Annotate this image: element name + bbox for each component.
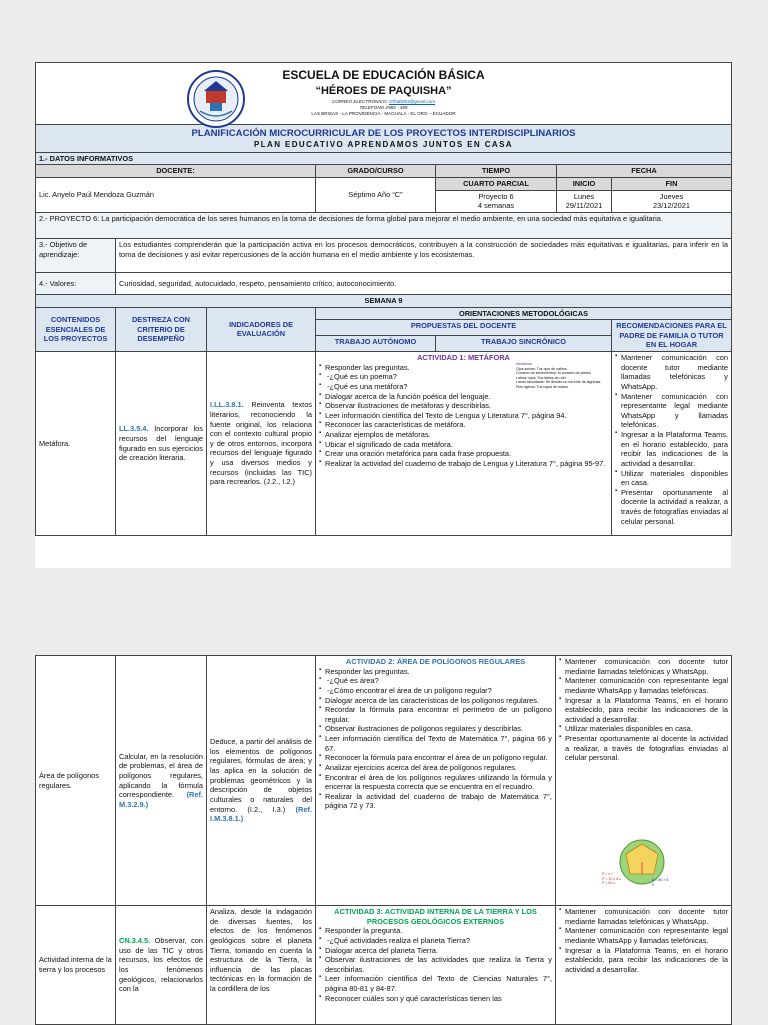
recomendaciones-list <box>559 657 728 763</box>
proyecto-number: Proyecto 6 <box>478 191 514 201</box>
mini-line: Ojos azules: Tus ojos de zafiros. <box>516 366 568 371</box>
plan-table-continued <box>35 655 732 1025</box>
table-row-tierra <box>36 906 732 1025</box>
destreza-cell <box>116 906 207 1025</box>
actividad-cell <box>316 906 556 1025</box>
list-item: ▪ Mantener comunicación con docente tutor mediante llamadas telefónicas y WhatsApp. <box>559 907 728 926</box>
valores-label: 4.- Valores: <box>36 272 116 294</box>
list-item: ▪ Ingresar a la Plataforma Teams, en el horario establecido, para recibir las indicaciones de la actividad a desarrollar. <box>559 696 728 725</box>
valores-text: Curiosidad, seguridad, autocuidado, respeto, pensamiento crítico, autoconocimiento. <box>116 272 732 294</box>
email-link[interactable]: 07h00063@gmail.com <box>389 98 436 104</box>
list-item: ▪ Dialogar acerca de la función poética del lenguaje. <box>319 392 608 402</box>
actividad-cell <box>316 352 612 536</box>
col-destreza: DESTREZA CON CRITERIO DE DESEMPEÑO <box>116 307 207 352</box>
mini-line: Corazón de sentimientos: tu corazón de piedra. <box>516 371 592 376</box>
list-item: ▪ Observar ilustraciones de las actividades que realiza la Tierra y describirlas. <box>319 955 552 974</box>
list-item: ▪ -¿Qué es una metáfora? <box>319 382 608 392</box>
list-item: ▪ Responder las preguntas. <box>319 363 608 373</box>
list-item: ▪ Dialogar acerca de las características de los polígonos regulares. <box>319 696 552 706</box>
col-indicadores: INDICADORES DE EVALUACIÓN <box>207 307 316 352</box>
docente-value: Lic. Anyelo Paúl Mendoza Guzmán <box>36 178 316 213</box>
list-item: ▪ Utilizar materiales disponibles en casa. <box>559 724 728 734</box>
destreza-cell <box>116 352 207 536</box>
fin-date: 23/12/2021 <box>653 201 690 211</box>
objetivo-label: 3.- Objetivo de aprendizaje: <box>36 238 116 272</box>
list-item: ▪ -¿Qué es área? <box>319 676 552 686</box>
col-contenidos: CONTENIDOS ESENCIALES DE LOS PROYECTOS <box>36 307 116 352</box>
formula-line: 2 <box>652 882 654 887</box>
actividad-title: ACTIVIDAD 3: ACTIVIDAD INTERNA DE LA TIERRA Y LOS PROCESOS GEOLÓGICOS EXTERNOS <box>334 907 537 926</box>
contenido-cell: Actividad interna de la tierra y los procesos <box>36 906 116 1025</box>
list-item: ▪ Reconocer la fórmula para encontrar el área de un polígono regular. <box>319 753 552 763</box>
email-label: CORREO ELECTRÓNICO: <box>331 98 388 104</box>
actividad-list <box>319 363 608 469</box>
formula-line: P = n·l <box>602 872 613 876</box>
list-item: ▪ Leer información científica del Texto de Matemática 7°, página 66 y 67. <box>319 734 552 753</box>
school-logo-icon <box>186 69 246 129</box>
list-item: ▪ Recordar la fórmula para encontrar el perímetro de un polígono regular. <box>319 705 552 724</box>
mini-line: Pies ligeros: Tus rayos de nubes. <box>516 384 569 389</box>
section-datos: 1.- DATOS INFORMATIVOS <box>36 152 732 165</box>
list-item: ▪ Utilizar materiales disponibles en casa. <box>615 469 728 488</box>
contenido-cell: Área de polígonos regulares. <box>36 656 116 906</box>
mini-line: Metáforas <box>516 362 532 367</box>
semana-label: SEMANA 9 <box>36 294 732 307</box>
actividad-title: ACTIVIDAD 1: METÁFORA <box>417 353 510 363</box>
semanas-value: 4 semanas <box>477 201 515 211</box>
actividad-cell <box>316 656 556 906</box>
formula-line: P = 80 u <box>602 881 616 886</box>
col-propuestas: PROPUESTAS DEL DOCENTE <box>316 320 612 336</box>
list-item: ▪ Responder la pregunta. <box>319 926 552 936</box>
indicador-cell <box>207 656 316 906</box>
indicador-cell <box>207 352 316 536</box>
list-item: ▪ Ingresar a la Plataforma Teams, en el horario establecido, para recibir las indicaciones de la actividad a desarrollar. <box>615 430 728 469</box>
school-header <box>36 63 732 125</box>
destreza-ref: (Ref. M.3.2.9.) <box>119 790 203 809</box>
recomendaciones-cell <box>612 352 732 536</box>
docente-header: DOCENTE: <box>36 165 316 178</box>
list-item: ▪ Mantener comunicación con docente tutor mediante llamadas telefónicas y WhatsApp. <box>559 657 728 676</box>
actividad-title: ACTIVIDAD 2: ÁREA DE POLÍGONOS REGULARES <box>345 657 526 666</box>
actividad-list <box>319 926 552 1003</box>
list-item: ▪ Reconocer las características de metáfora. <box>319 420 608 430</box>
actividad-list <box>319 667 552 811</box>
tiempo-header: TIEMPO <box>436 165 557 178</box>
list-item: ▪ Analizar ejemplos de metáforas. <box>319 430 608 440</box>
list-item: ▪ Mantener comunicación con docente tutor mediante llamadas telefónicas y WhatsApp. <box>615 353 728 392</box>
contenido-cell: Metáfora. <box>36 352 116 536</box>
fin-header: FIN <box>612 178 732 191</box>
list-item: ▪ Ingresar a la Plataforma Teams, en el horario establecido, para recibir las indicaciones de la actividad a desarrollar. <box>559 946 728 975</box>
list-item: ▪ Leer información científica del Texto de Ciencias Naturales 7°, página 80-81 y 84-87. <box>319 974 552 993</box>
destreza-code: CN.3.4.5. <box>119 936 151 946</box>
indicador-text: Deduce, a partir del análisis de los elementos de polígonos regulares, fórmulas de área; y las aplica en la solución de problemas geométricos y la descripción de objetos culturales o naturales del entorno. (I.2., I.3.) <box>210 737 312 814</box>
destreza-text: Incorporar los recursos del lenguaje figurado en sus ejercicios de creación literaria. <box>119 424 203 463</box>
col-autonomo: TRABAJO AUTÓNOMO <box>316 336 436 352</box>
fecha-header: FECHA <box>557 165 732 178</box>
recomendaciones-list <box>615 353 728 526</box>
list-item: ▪ Encontrar el área de los polígonos regulares utilizando la fórmula y encerrar la respuesta correcta que se encuentra en el recuadro. <box>319 773 552 792</box>
list-item: ▪ -¿Cómo encontrar el área de un polígono regular? <box>319 686 552 696</box>
inicio-day: Lunes <box>573 191 595 201</box>
list-item: ▪ -¿Qué actividades realiza el planeta Tierra? <box>319 936 552 946</box>
proyecto-description: 2.- PROYECTO 6: La participación democrática de los seres humanos en la toma de decisiones de forma global para mejorar el medio ambiente, en una sociedad más equitativa e igualitaria. <box>36 212 732 238</box>
formula-area <box>652 878 668 887</box>
list-item: ▪ -¿Qué es un poema? <box>319 372 608 382</box>
list-item: ▪ Presentar oportunamente al docente la actividad a realizar, a través de fotografías enviadas al celular personal. <box>615 488 728 527</box>
list-item: ▪ Dialogar acerca del planeta Tierra. <box>319 946 552 956</box>
school-subname: “HÉROES DE PAQUISHA” <box>315 84 452 97</box>
col-sincronico: TRABAJO SINCRÓNICO <box>436 336 612 352</box>
document-page-1 <box>35 62 731 568</box>
table-row-metafora <box>36 352 732 536</box>
plan-table <box>35 307 732 537</box>
list-item: ▪ Analizar ejercicios acerca del área de polígonos regulares. <box>319 763 552 773</box>
grado-value: Séptimo Año “C” <box>316 178 436 213</box>
formula-line: P = 10 x 8 u <box>602 876 622 881</box>
list-item: ▪ Presentar oportunamente al docente la actividad a realizar, a través de fotografías enviadas al celular personal. <box>559 734 728 763</box>
plan-title: PLANIFICACIÓN MICROCURRICULAR DE LOS PROYECTOS INTERDISCIPLINARIOS <box>191 128 576 139</box>
destreza-cell <box>116 656 207 906</box>
fin-day: Jueves <box>659 191 684 201</box>
col-recomendaciones: RECOMENDACIONES PARA EL PADRE DE FAMILIA O TUTOR EN EL HOGAR <box>612 320 732 352</box>
fin-value <box>612 190 732 212</box>
list-item: ▪ Mantener comunicación con representante legal mediante WhatsApp y llamadas telefónicas. <box>559 676 728 695</box>
destreza-text: Calcular, en la resolución de problemas, el área de polígonos regulares, aplicando la fórmula correspondiente. <box>119 751 203 800</box>
inicio-value <box>557 190 612 212</box>
list-item: ▪ Leer información científica del Texto de Lengua y Literatura 7°, página 94. <box>319 411 608 421</box>
indicador-code: I.LL.3.8.1. <box>210 400 244 410</box>
formula-line: A = 80 × 6 <box>652 878 669 882</box>
destreza-code: LL.3.5.4. <box>119 424 149 434</box>
list-item: ▪ Observar ilustraciones de polígonos regulares y describirlas. <box>319 724 552 734</box>
list-item: ▪ Crear una oración metafórica para cada frase propuesta. <box>319 449 608 459</box>
inicio-header: INICIO <box>557 178 612 191</box>
list-item: ▪ Observar ilustraciones de metáforas y describirlas. <box>319 401 608 411</box>
list-item: ▪ Mantener comunicación con representante legal mediante WhatsApp y llamadas telefónicas. <box>615 392 728 431</box>
col-orientaciones: ORIENTACIONES METODOLÓGICAS <box>316 307 732 320</box>
list-item: ▪ Realizar la actividad del cuaderno de trabajo de Matemática 7°, página 72 y 73. <box>319 792 552 811</box>
grado-header: GRADO/CURSO <box>316 165 436 178</box>
school-name: ESCUELA DE EDUCACIÓN BÁSICA <box>282 68 485 82</box>
tiempo-value <box>436 190 557 212</box>
mini-line: Labios rojos: Tus labios de rubí. <box>516 375 567 380</box>
destreza-text: Observar, con uso de las TIC y otros recursos, los efectos de los fenómenos geológicos, relacionarlos con la <box>119 936 203 994</box>
list-item: ▪ Reconocer cuáles son y qué características tienen las <box>319 994 552 1004</box>
recomendaciones-list <box>559 907 728 974</box>
indicador-cell: Analiza, desde la indagación de diversas fuentes, los efectos de los fenómenos geológicos sobre el planeta Tierra, tomando en cuenta la estructura de la Tierra, la influencia de las placas tectónicas en la formación de la cordillera de los <box>207 906 316 1025</box>
table-row-area <box>36 656 732 906</box>
formula-notes <box>602 872 621 886</box>
list-item: ▪ Mantener comunicación con representante legal mediante WhatsApp y llamadas telefónicas. <box>559 926 728 945</box>
inicio-date: 29/11/2021 <box>565 201 603 211</box>
plan-subtitle: PLAN EDUCATIVO APRENDAMOS JUNTOS EN CASA <box>254 140 513 150</box>
recomendaciones-cell <box>556 656 732 906</box>
school-address: LAS BRISAS - LA PROVIDENCIA - MACHALA - EL ORO – ECUADOR <box>311 110 456 116</box>
mini-line: Llanto abundante: Se desliza un torrente de lágrimas. <box>516 380 602 385</box>
recomendaciones-cell <box>556 906 732 1025</box>
document-page-2 <box>35 655 731 1024</box>
list-item: ▪ Ubicar el significado de cada metáfora. <box>319 440 608 450</box>
indicador-ref: (Ref. I.M.3.8.1.) <box>210 804 312 824</box>
plan-title-cell <box>36 125 732 153</box>
parcial-label: CUARTO PARCIAL <box>436 178 557 191</box>
indicador-text: Reinventa textos literarios, reconociendo la fuente original, los relaciona con el contexto cultural propio y de otros entornos, incorpora recursos del lenguaje figurado y usa diversos medios y recursos (incluidas las TIC) para recrearlos. (J.2., I.2.) <box>210 400 312 487</box>
objetivo-text: Los estudiantes comprenderán que la participación activa en los procesos democráticos, contribuyen a la construcción de sociedades más equitativas e igualitarias, para inferir en la toma de decisiones y así evitar repercusiones de la acción humana en el medio ambiente y los ecosistemas. <box>116 238 732 272</box>
header-table <box>35 62 732 308</box>
school-phone: TELÉFONO 2983 - 459 <box>359 104 408 110</box>
list-item: ▪ Realizar la actividad del cuaderno de trabajo de Lengua y Literatura 7°, página 95-97. <box>319 459 608 469</box>
list-item: ▪ Responder las preguntas. <box>319 667 552 677</box>
